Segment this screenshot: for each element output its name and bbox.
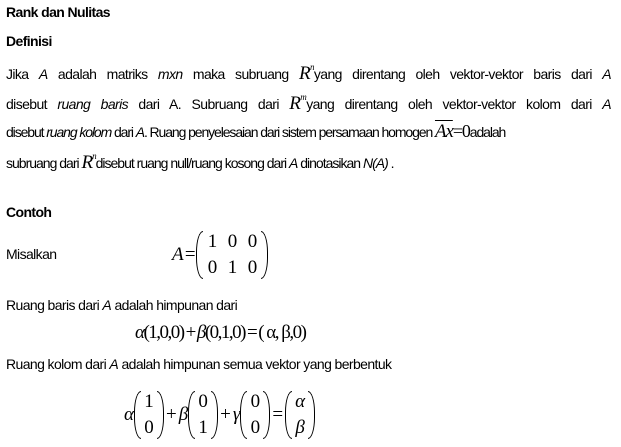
column-space-equation: α 1 0 + β 0 1 + γ 0 0 = α β — [124, 391, 315, 439]
matrix-a: A= 1 0 0 0 1 0 — [172, 231, 268, 279]
section-title: Rank dan Nulitas — [6, 4, 110, 20]
definition-line-1: Jika A adalah matriks mxn maka subruang $R^nyang$ direntang oleh vektor-vektor baris dari A — [6, 62, 611, 84]
row-space-text: Ruang baris dari A adalah himpunan dari — [6, 297, 238, 313]
definition-line-3: disebut ruang kolom dari A. Ruang penyelesaian dari sistem persamaan homogen $\overline{Ax}=0adalah$ — [6, 121, 506, 142]
column-space-text: Ruang kolom dari A adalah himpunan semua vektor yang berbentuk — [6, 356, 392, 372]
misalkan-label: Misalkan — [6, 246, 57, 262]
example-heading: Contoh — [6, 204, 52, 220]
definition-heading: Definisi — [6, 33, 52, 49]
definition-line-4: subruang dari $R^ndisebut$ ruang null/ruang kosong dari A dinotasikan N(A) . — [6, 151, 394, 173]
definition-line-2: disebut ruang baris dari A. Subruang dari $R^myang$ direntang oleh vektor-vektor kolom dari A — [6, 92, 611, 114]
row-space-equation: α (1,0,0) + β (0,1,0) = ( α, β,0) — [135, 322, 306, 343]
